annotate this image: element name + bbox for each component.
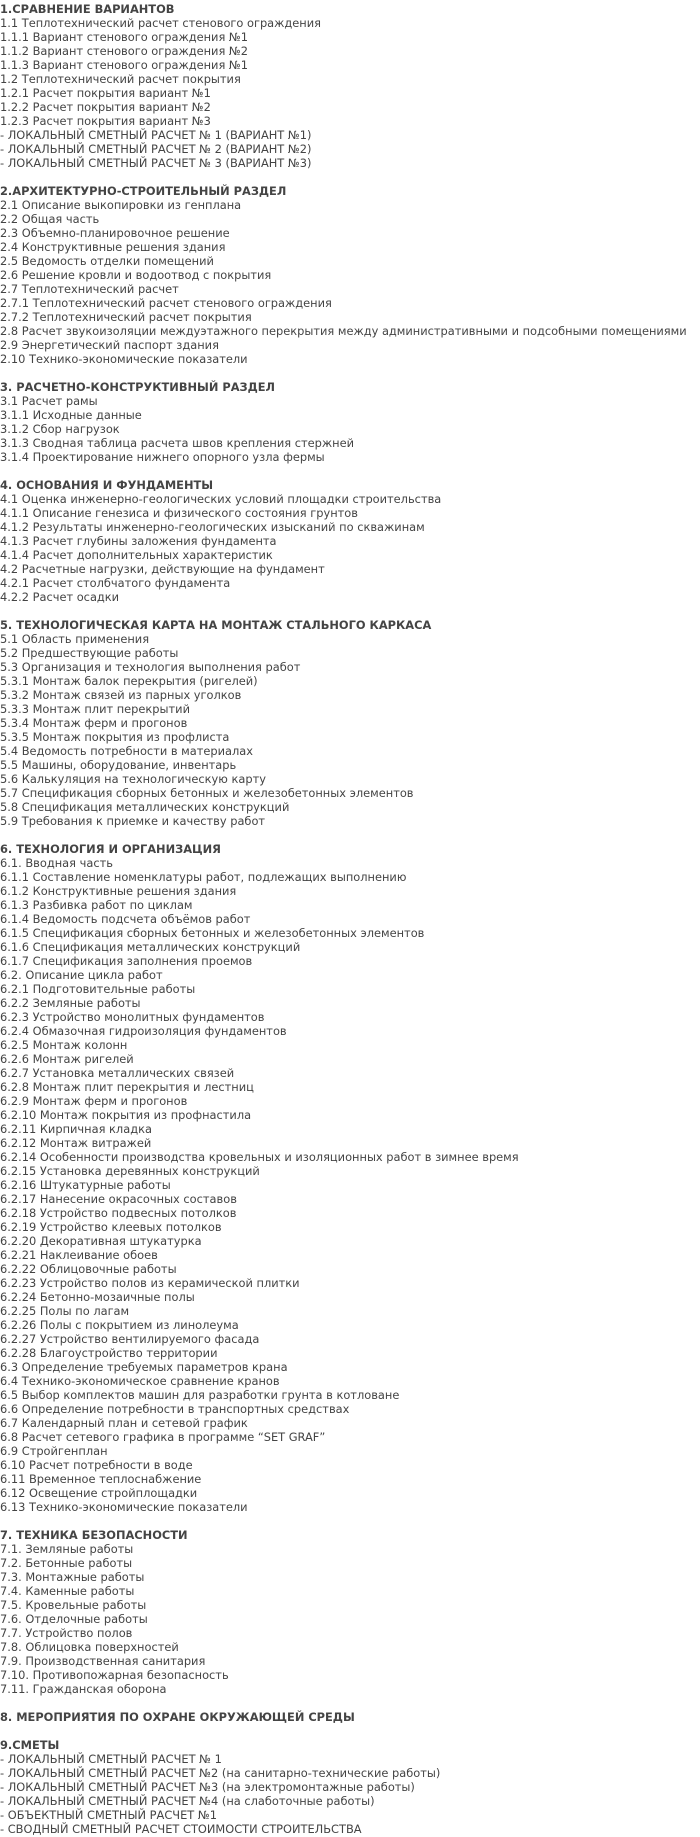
toc-entry: 6.9 Стройгенплан bbox=[0, 1444, 108, 1458]
toc-entry: 6.2.5 Монтаж колонн bbox=[0, 1038, 128, 1052]
toc-entry: 6.2.2 Земляные работы bbox=[0, 996, 141, 1010]
toc-entry: 5.3.2 Монтаж связей из парных уголков bbox=[0, 688, 242, 702]
toc-entry: 2.3 Объемно-планировочное решение bbox=[0, 226, 230, 240]
toc-entry: 6.2.8 Монтаж плит перекрытия и лестниц bbox=[0, 1080, 254, 1094]
toc-entry: 6.3 Определение требуемых параметров крана bbox=[0, 1360, 288, 1374]
toc-section bbox=[0, 380, 700, 464]
toc-entry: 6.2.19 Устройство клеевых потолков bbox=[0, 1220, 222, 1234]
toc-entry: 5.3 Организация и технология выполнения работ bbox=[0, 660, 301, 674]
toc-entry: 6.2.6 Монтаж ригелей bbox=[0, 1052, 134, 1066]
toc-section bbox=[0, 1738, 700, 1836]
toc-entry: 6.1.5 Спецификация сборных бетонных и железобетонных элементов bbox=[0, 926, 425, 940]
toc-entry: 3.1.4 Проектирование нижнего опорного узла фермы bbox=[0, 450, 325, 464]
toc-section bbox=[0, 842, 700, 1514]
toc-entry: 6.1.1 Составление номенклатуры работ, подлежащих выполнению bbox=[0, 870, 407, 884]
toc-entry: - ЛОКАЛЬНЫЙ СМЕТНЫЙ РАСЧЕТ № 3 (ВАРИАНТ №3) bbox=[0, 156, 312, 170]
section-title: 6. ТЕХНОЛОГИЯ И ОРГАНИЗАЦИЯ bbox=[0, 842, 221, 856]
toc-entry: 6.2.17 Нанесение окрасочных составов bbox=[0, 1192, 237, 1206]
toc-entry: 6.2.10 Монтаж покрытия из профнастила bbox=[0, 1108, 252, 1122]
toc-entry: 2.4 Конструктивные решения здания bbox=[0, 240, 226, 254]
toc-entry: 4.1 Оценка инженерно-геологических условий площадки строительства bbox=[0, 492, 442, 506]
toc-entry: - ЛОКАЛЬНЫЙ СМЕТНЫЙ РАСЧЕТ № 2 (ВАРИАНТ №2) bbox=[0, 142, 312, 156]
toc-entry: 7.9. Производственная санитария bbox=[0, 1654, 206, 1668]
toc-entry: 4.1.4 Расчет дополнительных характеристик bbox=[0, 548, 273, 562]
toc-entry: 4.2.1 Расчет столбчатого фундамента bbox=[0, 576, 231, 590]
toc-entry: 6.1. Вводная часть bbox=[0, 856, 113, 870]
toc-entry: 3.1.2 Сбор нагрузок bbox=[0, 422, 120, 436]
toc-entry: 6.6 Определение потребности в транспортных средствах bbox=[0, 1402, 350, 1416]
toc-entry: 6.2.27 Устройство вентилируемого фасада bbox=[0, 1332, 260, 1346]
toc-entry: 6.1.4 Ведомость подсчета объёмов работ bbox=[0, 912, 251, 926]
toc-entry: 2.1 Описание выкопировки из генплана bbox=[0, 198, 242, 212]
toc-entry: 6.2.25 Полы по лагам bbox=[0, 1304, 130, 1318]
toc-entry: 6.2.28 Благоустройство территории bbox=[0, 1346, 218, 1360]
toc-entry: 6.10 Расчет потребности в воде bbox=[0, 1458, 193, 1472]
toc-entry: 1.1 Теплотехнический расчет стенового ограждения bbox=[0, 16, 321, 30]
toc-entry: 2.8 Расчет звукоизоляции междуэтажного перекрытия между административными и подсобными помещениями bbox=[0, 324, 687, 338]
toc-section bbox=[0, 618, 700, 828]
toc-section bbox=[0, 2, 700, 170]
toc-entry: 7.2. Бетонные работы bbox=[0, 1556, 133, 1570]
toc-entry: - ЛОКАЛЬНЫЙ СМЕТНЫЙ РАСЧЕТ № 1 (ВАРИАНТ №1) bbox=[0, 128, 312, 142]
toc-entry: 2.6 Решение кровли и водоотвод с покрытия bbox=[0, 268, 272, 282]
toc-entry: 6.5 Выбор комплектов машин для разработки грунта в котловане bbox=[0, 1388, 400, 1402]
section-title: 1.СРАВНЕНИЕ ВАРИАНТОВ bbox=[0, 2, 175, 16]
section-title: 2.АРХИТЕКТУРНО-СТРОИТЕЛЬНЫЙ РАЗДЕЛ bbox=[0, 184, 287, 198]
toc-entry: 5.9 Требования к приемке и качеству работ bbox=[0, 814, 266, 828]
section-title: 7. ТЕХНИКА БЕЗОПАСНОСТИ bbox=[0, 1528, 188, 1542]
toc-entry: 6.2.12 Монтаж витражей bbox=[0, 1136, 152, 1150]
toc-entry: 6.2.24 Бетонно-мозаичные полы bbox=[0, 1290, 195, 1304]
toc-entry: 1.1.1 Вариант стенового ограждения №1 bbox=[0, 30, 249, 44]
toc-entry: 1.2.1 Расчет покрытия вариант №1 bbox=[0, 86, 211, 100]
toc-entry: 2.7.1 Теплотехнический расчет стенового ограждения bbox=[0, 296, 332, 310]
toc-entry: - ОБЪЕКТНЫЙ СМЕТНЫЙ РАСЧЕТ №1 bbox=[0, 1808, 217, 1822]
toc-entry: 5.4 Ведомость потребности в материалах bbox=[0, 744, 254, 758]
toc-entry: 6.2.11 Кирпичная кладка bbox=[0, 1122, 152, 1136]
toc-entry: 5.2 Предшествующие работы bbox=[0, 646, 179, 660]
toc-entry: 6.2.9 Монтаж ферм и прогонов bbox=[0, 1094, 188, 1108]
toc-entry: - СВОДНЫЙ СМЕТНЫЙ РАСЧЕТ СТОИМОСТИ СТРОИТЕЛЬСТВА bbox=[0, 1822, 362, 1836]
toc-entry: 6.8 Расчет сетевого графика в программе “SET GRAF” bbox=[0, 1430, 326, 1444]
toc-entry: 6.1.7 Спецификация заполнения проемов bbox=[0, 954, 253, 968]
toc-entry: 6.4 Технико-экономическое сравнение кранов bbox=[0, 1374, 280, 1388]
section-title: 5. ТЕХНОЛОГИЧЕСКАЯ КАРТА НА МОНТАЖ СТАЛЬНОГО КАРКАСА bbox=[0, 618, 432, 632]
toc-entry: 4.2.2 Расчет осадки bbox=[0, 590, 120, 604]
toc-entry: 2.7 Теплотехнический расчет bbox=[0, 282, 179, 296]
toc-entry: 5.3.1 Монтаж балок перекрытия (ригелей) bbox=[0, 674, 258, 688]
toc-section bbox=[0, 1528, 700, 1696]
toc-entry: 4.2 Расчетные нагрузки, действующие на фундамент bbox=[0, 562, 325, 576]
toc-entry: 6.2.20 Декоративная штукатурка bbox=[0, 1234, 202, 1248]
toc-section bbox=[0, 478, 700, 604]
toc-entry: 4.1.2 Результаты инженерно-геологических изысканий по скважинам bbox=[0, 520, 425, 534]
toc-entry: 3.1 Расчет рамы bbox=[0, 394, 98, 408]
toc-entry: 2.7.2 Теплотехнический расчет покрытия bbox=[0, 310, 252, 324]
toc-entry: 2.9 Энергетический паспорт здания bbox=[0, 338, 219, 352]
toc-entry: 2.10 Технико-экономические показатели bbox=[0, 352, 248, 366]
toc-entry: 6.2.16 Штукатурные работы bbox=[0, 1178, 171, 1192]
toc-entry: 5.3.5 Монтаж покрытия из профлиста bbox=[0, 730, 230, 744]
toc-entry: 6.2.23 Устройство полов из керамической плитки bbox=[0, 1276, 300, 1290]
toc-entry: 6.2. Описание цикла работ bbox=[0, 968, 163, 982]
toc-entry: 3.1.1 Исходные данные bbox=[0, 408, 142, 422]
toc-entry: 5.3.3 Монтаж плит перекрытий bbox=[0, 702, 190, 716]
toc-entry: 5.1 Область применения bbox=[0, 632, 150, 646]
toc-entry: 7.7. Устройство полов bbox=[0, 1626, 133, 1640]
toc-entry: 7.8. Облицовка поверхностей bbox=[0, 1640, 179, 1654]
toc-entry: 5.6 Калькуляция на технологическую карту bbox=[0, 772, 266, 786]
toc-section bbox=[0, 184, 700, 366]
toc-entry: 7.1. Земляные работы bbox=[0, 1542, 134, 1556]
toc-entry: 6.2.7 Установка металлических связей bbox=[0, 1066, 235, 1080]
toc-entry: 6.2.1 Подготовительные работы bbox=[0, 982, 196, 996]
toc-entry: 1.1.3 Вариант стенового ограждения №1 bbox=[0, 58, 249, 72]
toc-entry: 6.1.3 Разбивка работ по циклам bbox=[0, 898, 193, 912]
toc-entry: 7.4. Каменные работы bbox=[0, 1584, 135, 1598]
toc-entry: 6.11 Временное теплоснабжение bbox=[0, 1472, 202, 1486]
toc-entry: 1.2.2 Расчет покрытия вариант №2 bbox=[0, 100, 211, 114]
toc-entry: 6.7 Календарный план и сетевой график bbox=[0, 1416, 248, 1430]
toc-entry: 1.2.3 Расчет покрытия вариант №3 bbox=[0, 114, 211, 128]
toc-entry: 3.1.3 Сводная таблица расчета швов крепления стержней bbox=[0, 436, 355, 450]
toc-entry: 7.5. Кровельные работы bbox=[0, 1598, 147, 1612]
toc-entry: 6.2.15 Установка деревянных конструкций bbox=[0, 1164, 260, 1178]
toc-entry: 1.2 Теплотехнический расчет покрытия bbox=[0, 72, 241, 86]
section-title: 9.СМЕТЫ bbox=[0, 1738, 60, 1752]
toc-entry: 6.13 Технико-экономические показатели bbox=[0, 1500, 248, 1514]
toc-entry: 6.2.26 Полы с покрытием из линолеума bbox=[0, 1318, 239, 1332]
toc-entry: 7.11. Гражданская оборона bbox=[0, 1682, 167, 1696]
toc-entry: 2.5 Ведомость отделки помещений bbox=[0, 254, 214, 268]
toc-entry: - ЛОКАЛЬНЫЙ СМЕТНЫЙ РАСЧЕТ № 1 bbox=[0, 1752, 222, 1766]
toc-section bbox=[0, 1710, 700, 1724]
toc-entry: 6.1.2 Конструктивные решения здания bbox=[0, 884, 237, 898]
toc-entry: 5.7 Спецификация сборных бетонных и железобетонных элементов bbox=[0, 786, 414, 800]
toc-entry: 6.2.22 Облицовочные работы bbox=[0, 1262, 177, 1276]
toc-entry: 4.1.3 Расчет глубины заложения фундамента bbox=[0, 534, 277, 548]
toc-entry: - ЛОКАЛЬНЫЙ СМЕТНЫЙ РАСЧЕТ №4 (на слаботочные работы) bbox=[0, 1794, 375, 1808]
toc-entry: 7.3. Монтажные работы bbox=[0, 1570, 145, 1584]
toc-entry: 6.2.3 Устройство монолитных фундаментов bbox=[0, 1010, 265, 1024]
section-title: 4. ОСНОВАНИЯ И ФУНДАМЕНТЫ bbox=[0, 478, 214, 492]
toc-entry: 7.6. Отделочные работы bbox=[0, 1612, 148, 1626]
toc-entry: 7.10. Противопожарная безопасность bbox=[0, 1668, 229, 1682]
section-title: 8. МЕРОПРИЯТИЯ ПО ОХРАНЕ ОКРУЖАЮЩЕЙ СРЕДЫ bbox=[0, 1710, 355, 1724]
toc-entry: 6.12 Освещение стройплощадки bbox=[0, 1486, 198, 1500]
toc-entry: - ЛОКАЛЬНЫЙ СМЕТНЫЙ РАСЧЕТ №2 (на санитарно-технические работы) bbox=[0, 1766, 441, 1780]
toc-entry: 5.3.4 Монтаж ферм и прогонов bbox=[0, 716, 188, 730]
toc-entry: 6.2.18 Устройство подвесных потолков bbox=[0, 1206, 237, 1220]
section-title: 3. РАСЧЕТНО-КОНСТРУКТИВНЫЙ РАЗДЕЛ bbox=[0, 380, 275, 394]
toc-entry: 5.5 Машины, оборудование, инвентарь bbox=[0, 758, 237, 772]
toc-entry: 1.1.2 Вариант стенового ограждения №2 bbox=[0, 44, 249, 58]
toc-entry: 6.2.14 Особенности производства кровельных и изоляционных работ в зимнее время bbox=[0, 1150, 519, 1164]
toc-entry: 5.8 Спецификация металлических конструкций bbox=[0, 800, 290, 814]
toc-entry: 6.2.21 Наклеивание обоев bbox=[0, 1248, 158, 1262]
toc-entry: 6.1.6 Спецификация металлических конструкций bbox=[0, 940, 301, 954]
toc-entry: 2.2 Общая часть bbox=[0, 212, 100, 226]
toc-entry: 6.2.4 Обмазочная гидроизоляция фундаментов bbox=[0, 1024, 287, 1038]
toc-entry: - ЛОКАЛЬНЫЙ СМЕТНЫЙ РАСЧЕТ №3 (на электромонтажные работы) bbox=[0, 1780, 415, 1794]
toc-entry: 4.1.1 Описание генезиса и физического состояния грунтов bbox=[0, 506, 358, 520]
